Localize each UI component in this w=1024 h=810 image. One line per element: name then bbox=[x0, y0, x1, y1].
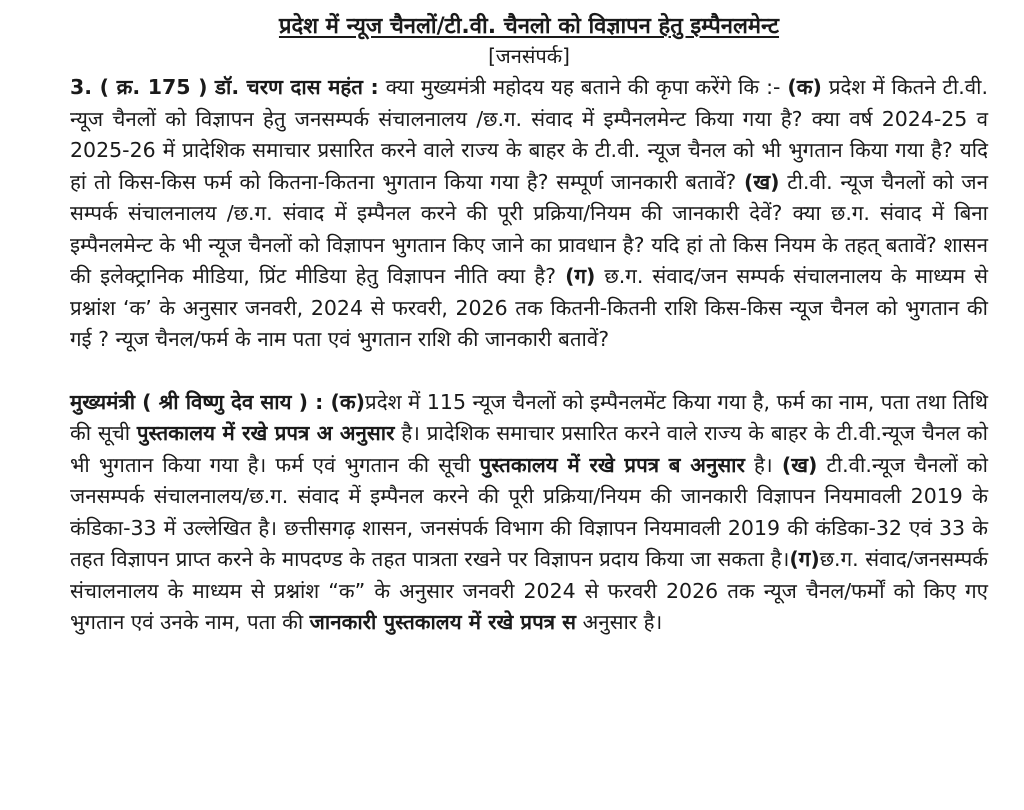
document-title: प्रदेश में न्यूज चैनलों/टी.वी. चैनलो को विज्ञापन हेतु इम्पैनलमेन्ट bbox=[278, 14, 780, 39]
answer-text-1: प्रदेश में 115 न्यूज चैनलों को इम्पैनलमेंट किया गया है, फर्म का नाम, पता तथा तिथि की सूची bbox=[70, 389, 989, 445]
answer-part-ka-marker: (क) bbox=[323, 389, 366, 414]
answer-bold-3: जानकारी पुस्तकालय में रखे प्रपत्र स bbox=[309, 610, 577, 634]
answer-text-4: टी.वी.न्यूज चैनलों को जनसम्पर्क संचालनालय/छ.ग. संवाद में इम्पैनल करने की पूरी प्रक्रिया/नियम की जानकारी विज्ञापन नियमावली 2019 के कंडिका-33 में उल्लेखित है। छत्तीसगढ़ शासन, जनसंपर्क विभाग की विज्ञापन नियमावली 2019 की कंडिका-32 एवं 33 के तहत विज्ञापन प्राप्त करने के मापदण्ड के तहत पात्रता रखने पर विज्ञापन प्रदाय किया जा सकता है। bbox=[70, 452, 988, 571]
answer-part-kha-marker: (ख) bbox=[781, 452, 818, 477]
department-label: [जनसंपर्क] bbox=[488, 44, 570, 68]
question-part-kha-marker: (ख) bbox=[744, 169, 780, 194]
question-intro: क्या मुख्यमंत्री महोदय यह बताने की कृपा करेंगे कि :- bbox=[378, 75, 788, 99]
answer-text-5: छ.ग. संवाद/जनसम्पर्क संचालनालय के माध्यम से प्रश्नांश “क” के अनुसार जनवरी 2024 से फरवरी 2026 तक न्यूज चैनल/फर्मों को किए गए भुगतान एवं उनके नाम, पता की bbox=[70, 547, 988, 634]
paragraph-spacer bbox=[70, 356, 988, 387]
question-part-kha-text: टी.वी. न्यूज चैनलों को जन सम्पर्क संचालनालय /छ.ग. संवाद में इम्पैनल करने की पूरी प्रक्रिया/नियम की जानकारी देवें? क्या छ.ग. संवाद में बिना इम्पैनलमेन्ट के भी न्यूज चैनलों को विज्ञापन भुगतान किए जाने का प्रावधान है? यदि हां तो किस नियम के तहत् बतावें? शासन की इलेक्ट्रानिक मीडिया, प्रिंट मीडिया हेतु विज्ञापन नीति क्या है? bbox=[70, 169, 989, 288]
answer-text-6: अनुसार है। bbox=[576, 610, 663, 634]
question-part-ga-text: छ.ग. संवाद/जन सम्पर्क संचालनालय के माध्यम से प्रश्नांश ‘क’ के अनुसार जनवरी, 2024 से फरवरी, 2026 तक कितनी-कितनी राशि किस-किस न्यूज चैनल को भुगतान की गई ? न्यूज चैनल/फर्म के नाम पता एवं भुगतान राशि की जानकारी बतावें? bbox=[70, 264, 988, 351]
question-part-ka-text: प्रदेश में कितने टी.वी. न्यूज चैनलों को विज्ञापन हेतु जनसम्पर्क संचालनालय /छ.ग. संवाद में इम्पैनलमेन्ट किया गया है? क्या वर्ष 2024-25 व 2025-26 में प्रादेशिक समाचार प्रसारित करने वाले राज्य के बाहर के टी.वी. न्यूज चैनल को भी भुगतान किया गया है? यदि हां तो किस-किस फर्म को कितना-कितना भुगतान किया गया है? सम्पूर्ण जानकारी बतावें? bbox=[70, 75, 989, 194]
answer-bold-1: पुस्तकालय में रखे प्रपत्र अ अनुसार bbox=[136, 421, 395, 445]
answer-text-3: है। bbox=[744, 452, 782, 477]
question-paragraph bbox=[70, 72, 988, 356]
answer-text-2: है। प्रादेशिक समाचार प्रसारित करने वाले राज्य के बाहर के टी.वी.न्यूज चैनल को भी भुगतान किया गया है। फर्म एवं भुगतान की सूची bbox=[70, 421, 988, 477]
question-number: 3. ( क्र. 175 ) डॉ. चरण दास महंत : bbox=[70, 75, 379, 99]
answer-bold-2: पुस्तकालय में रखे प्रपत्र ब अनुसार bbox=[479, 452, 745, 477]
answer-speaker: मुख्यमंत्री ( श्री विष्णु देव साय ) : bbox=[70, 389, 324, 414]
answer-paragraph bbox=[70, 387, 988, 639]
question-part-ga-marker: (ग) bbox=[565, 264, 596, 288]
answer-part-ga-marker: (ग) bbox=[789, 547, 820, 571]
question-part-ka-marker: (क) bbox=[787, 75, 822, 99]
